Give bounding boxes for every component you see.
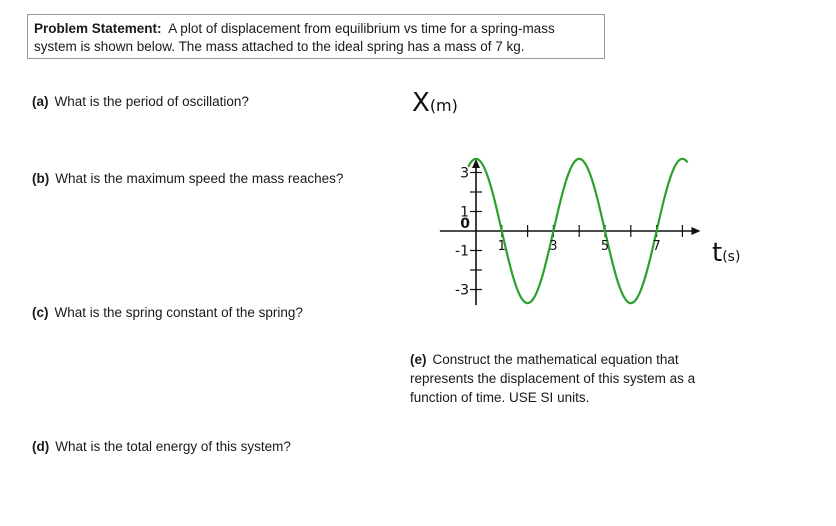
question-b-label: (b)	[32, 171, 50, 186]
y-axis-title-unit: (m)	[429, 96, 458, 115]
chart-labels	[412, 88, 740, 299]
chart-axes	[440, 159, 701, 305]
question-b-text: What is the maximum speed the mass reaches?	[55, 171, 344, 186]
question-c-text: What is the spring constant of the spring?	[54, 305, 303, 320]
x-tick-label: 1	[497, 239, 506, 254]
question-e-label: (e)	[410, 352, 427, 367]
problem-label: Problem Statement:	[34, 21, 162, 36]
x-axis-title	[712, 238, 740, 268]
x-axis-arrow	[691, 227, 700, 235]
problem-text-2: system is shown below. The mass attached to the ideal spring has a mass of 7 kg.	[34, 39, 525, 54]
problem-text-1: A plot of displacement from equilibrium vs time for a spring-mass	[168, 21, 555, 36]
question-a-label: (a)	[32, 94, 49, 109]
y-tick-label: 3	[460, 165, 469, 182]
question-e-text: Construct the mathematical equation that represents the displacement of this system as a function of time. USE SI units.	[410, 352, 696, 405]
y-tick-label: -3	[455, 282, 469, 299]
x-tick-label: 3	[549, 239, 558, 254]
x-tick-label: 5	[600, 239, 610, 254]
question-d-text: What is the total energy of this system?	[55, 439, 291, 454]
y-axis-title	[412, 88, 458, 118]
y-tick-label: -1	[455, 243, 469, 260]
y-axis-title-main: X	[412, 88, 430, 118]
x-tick-label: 7	[652, 239, 661, 254]
question-d-label: (d)	[32, 439, 50, 454]
x-axis-title-main: t	[712, 238, 723, 268]
question-a-text: What is the period of oscillation?	[54, 94, 249, 109]
question-c-label: (c)	[32, 305, 49, 320]
origin-label: 0	[460, 216, 470, 232]
x-axis-title-unit: (s)	[722, 249, 741, 265]
y-tick-label: 1	[460, 204, 469, 221]
